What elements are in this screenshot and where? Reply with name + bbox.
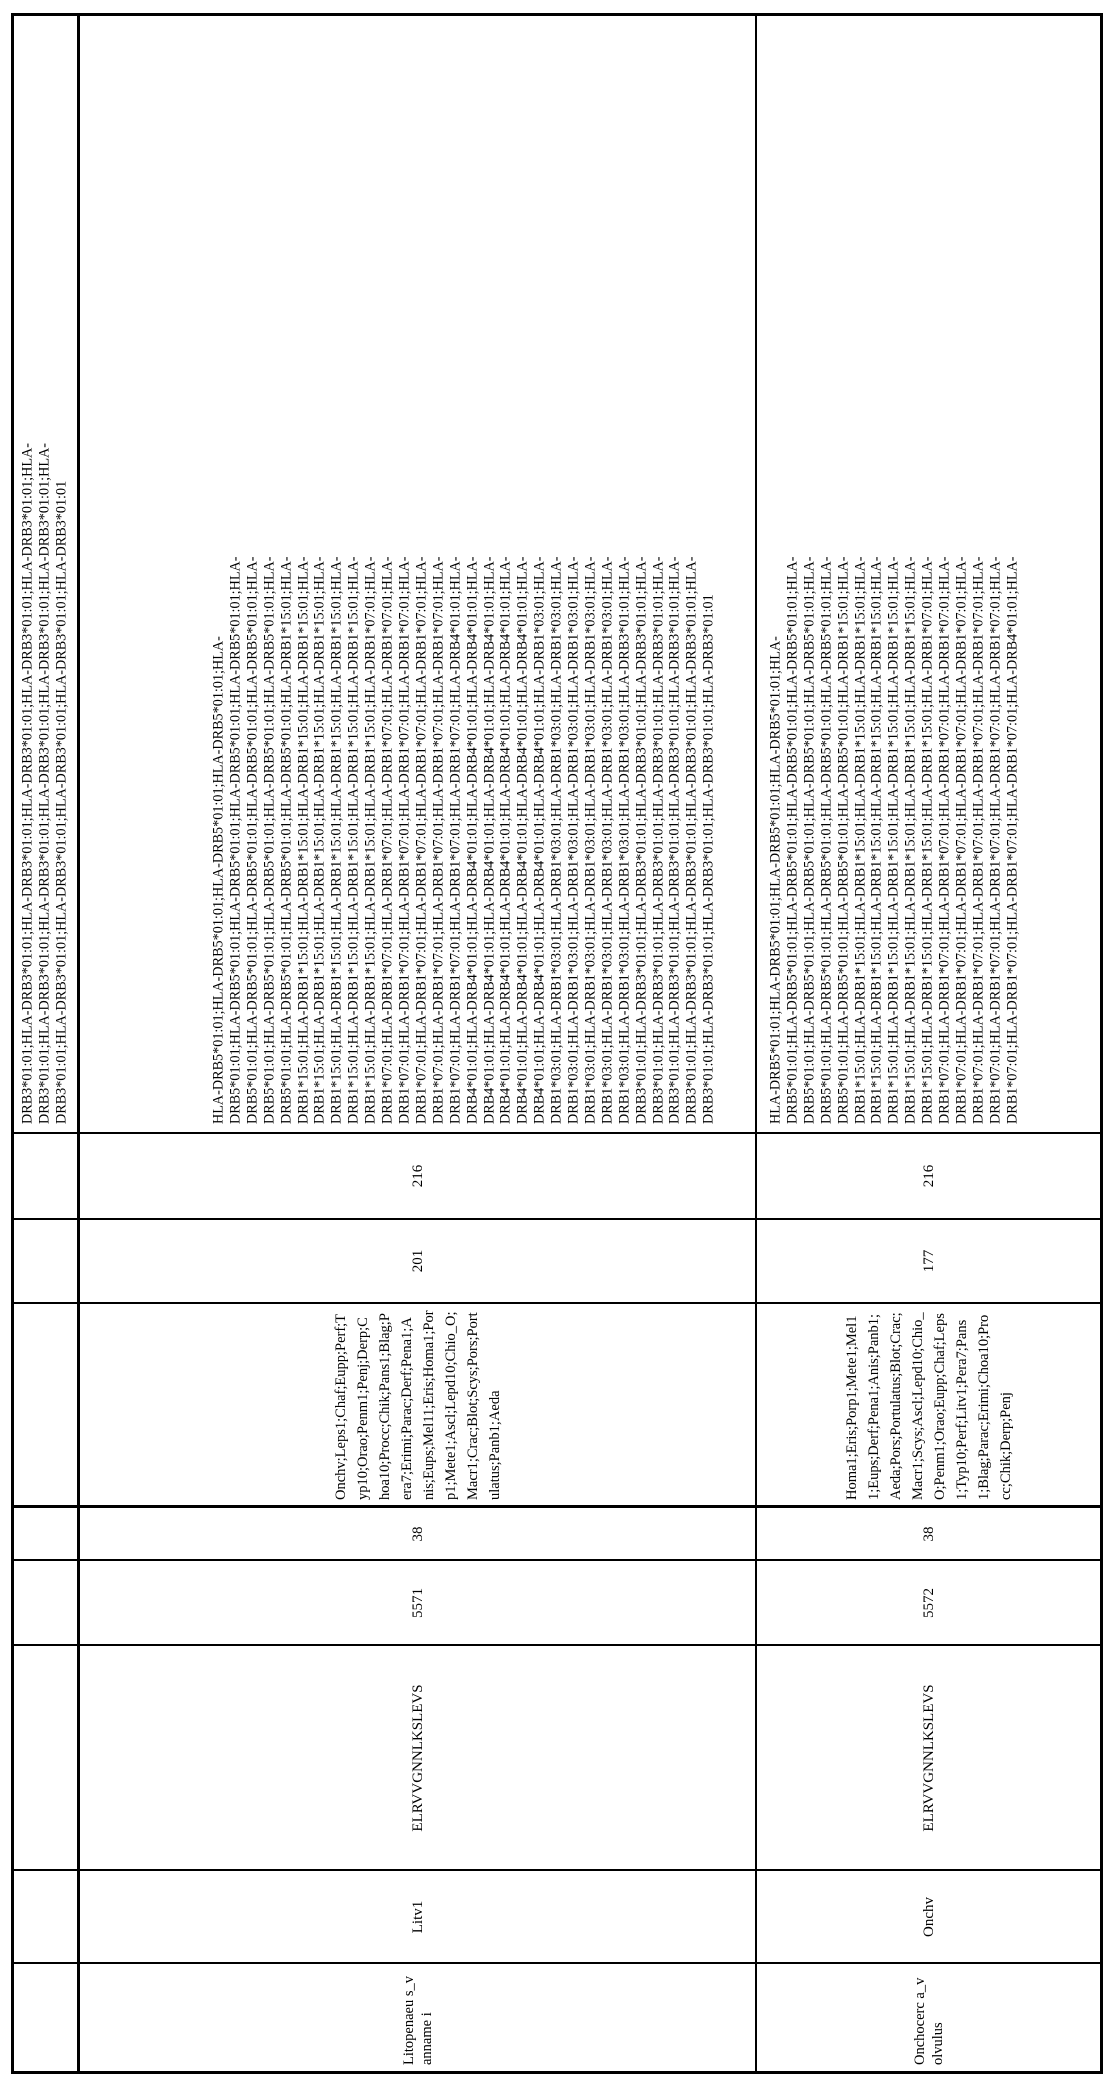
litopenaeus-peptide: ELRVVGNNLKSLEVS — [409, 1683, 426, 1832]
onchocerca-cross-reactive-cell — [757, 1304, 1100, 1505]
litopenaeus-hla-text: HLA-DRB5*01:01;HLA-DRB5*01:01;HLA-DRB5*01:01;HLA-DRB5*01:01;HLA- DRB5*01:01;HLA-DRB5*01:01;HLA-DRB5*01:01;HLA-DRB5*01:01;HLA-DRB5*01:01;HLA- DRB5*01:01;HLA-DRB5*01:01;HLA-DRB5*01:01;HLA-DRB5*01:01;HLA-DRB5*01:01;HLA- DRB5*01:01;HLA-DRB5*01:01;HLA-DRB5*01:01;HLA-DRB5*01:01;HLA-DRB5*01:01;HLA- DRB5*01:01;HLA-DRB5*01:01;HLA-DRB5*01:01;HLA-DRB5*01:01;HLA-DRB1*15:01;HLA- DRB1*15:01;HLA-DRB1*15:01;HLA-DRB1*15:01;HLA-DRB1*15:01;HLA-DRB1*15:01;HLA- DRB1*15:01;HLA-DRB1*15:01;HLA-DRB1*15:01;HLA-DRB1*15:01;HLA-DRB1*15:01;HLA- DRB1*15:01;HLA-DRB1*15:01;HLA-DRB1*15:01;HLA-DRB1*15:01;HLA-DRB1*15:01;HLA- DRB1*15:01;HLA-DRB1*15:01;HLA-DRB1*15:01;HLA-DRB1*15:01;HLA-DRB1*15:01;HLA- DRB1*15:01;HLA-DRB1*15:01;HLA-DRB1*15:01;HLA-DRB1*15:01;HLA-DRB1*07:01;HLA- DRB1*07:01;HLA-DRB1*07:01;HLA-DRB1*07:01;HLA-DRB1*07:01;HLA-DRB1*07:01;HLA- DRB1*07:01;HLA-DRB1*07:01;HLA-DRB1*07:01;HLA-DRB1*07:01;HLA-DRB1*07:01;HLA- DRB1*07:01;HLA-DRB1*07:01;HLA-DRB1*07:01;HLA-DRB1*07:01;HLA-DRB1*07:01;HLA- DRB1*07:01;HLA-DRB1*07:01;HLA-DRB1*07:01;HLA-DRB1*07:01;HLA-DRB1*07:01;HLA- DRB1*07:01;HLA-DRB1*07:01;HLA-DRB1*07:01;HLA-DRB1*07:01;HLA-DRB4*01:01;HLA- DRB4*01:01;HLA-DRB4*01:01;HLA-DRB4*01:01;HLA-DRB4*01:01;HLA-DRB4*01:01;HLA- DRB4*01:01;HLA-DRB4*01:01;HLA-DRB4*01:01;HLA-DRB4*01:01;HLA-DRB4*01:01;HLA- DRB4*01:01;HLA-DRB4*01:01;HLA-DRB4*01:01;HLA-DRB4*01:01;HLA-DRB4*01:01;HLA- DRB4*01:01;HLA-DRB4*01:01;HLA-DRB4*01:01;HLA-DRB4*01:01;HLA-DRB4*01:01;HLA- DRB4*01:01;HLA-DRB4*01:01;HLA-DRB4*01:01;HLA-DRB4*01:01;HLA-DRB1*03:01;HLA- DRB1*03:01;HLA-DRB1*03:01;HLA-DRB1*03:01;HLA-DRB1*03:01;HLA-DRB1*03:01;HLA- DRB1*03:01;HLA-DRB1*03:01;HLA-DRB1*03:01;HLA-DRB1*03:01;HLA-DRB1*03:01;HLA- DRB1*03:01;HLA-DRB1*03:01;HLA-DRB1*03:01;HLA-DRB1*03:01;HLA-DRB1*03:01;HLA- DRB1*03:01;HLA-DRB1*03:01;HLA-DRB1*03:01;HLA-DRB1*03:01;HLA-DRB1*03:01;HLA- DRB1*03:01;HLA-DRB1*03:01;HLA-DRB1*03:01;HLA-DRB1*03:01;HLA-DRB3*01:01;HLA- DRB3*01:01;HLA-DRB3*01:01;HLA-DRB3*01:01;HLA-DRB3*01:01;HLA-DRB3*01:01;HLA- DRB3*01:01;HLA-DRB3*01:01;HLA-DRB3*01:01;HLA-DRB3*01:01;HLA-DRB3*01:01;HLA- DRB3*01:01;HLA-DRB3*01:01;HLA-DRB3*01:01;HLA-DRB3*01:01;HLA-DRB3*01:01;HLA- DRB3*01:01;HLA-DRB3*01:01;HLA-DRB3*01:01;HLA-DRB3*01:01;HLA-DRB3*01:01;HLA- DRB3*01:01;HLA-DRB3*01:01;HLA-DRB3*01:01;HLA-DRB3*01:01;HLA-DRB3*01:01 — [210, 556, 717, 1124]
litopenaeus-allergen-cell — [80, 1871, 755, 1962]
onchocerca-hla-text: HLA-DRB5*01:01;HLA-DRB5*01:01;HLA-DRB5*01:01;HLA-DRB5*01:01;HLA- DRB5*01:01;HLA-DRB5*01:01;HLA-DRB5*01:01;HLA-DRB5*01:01;HLA-DRB5*01:01;HLA- DRB5*01:01;HLA-DRB5*01:01;HLA-DRB5*01:01;HLA-DRB5*01:01;HLA-DRB5*01:01;HLA- DRB5*01:01;HLA-DRB5*01:01;HLA-DRB5*01:01;HLA-DRB5*01:01;HLA-DRB5*01:01;HLA- DRB5*01:01;HLA-DRB5*01:01;HLA-DRB5*01:01;HLA-DRB5*01:01;HLA-DRB1*15:01;HLA- DRB1*15:01;HLA-DRB1*15:01;HLA-DRB1*15:01;HLA-DRB1*15:01;HLA-DRB1*15:01;HLA- DRB1*15:01;HLA-DRB1*15:01;HLA-DRB1*15:01;HLA-DRB1*15:01;HLA-DRB1*15:01;HLA- DRB1*15:01;HLA-DRB1*15:01;HLA-DRB1*15:01;HLA-DRB1*15:01;HLA-DRB1*15:01;HLA- DRB1*15:01;HLA-DRB1*15:01;HLA-DRB1*15:01;HLA-DRB1*15:01;HLA-DRB1*15:01;HLA- DRB1*15:01;HLA-DRB1*15:01;HLA-DRB1*15:01;HLA-DRB1*15:01;HLA-DRB1*07:01;HLA- DRB1*07:01;HLA-DRB1*07:01;HLA-DRB1*07:01;HLA-DRB1*07:01;HLA-DRB1*07:01;HLA- DRB1*07:01;HLA-DRB1*07:01;HLA-DRB1*07:01;HLA-DRB1*07:01;HLA-DRB1*07:01;HLA- DRB1*07:01;HLA-DRB1*07:01;HLA-DRB1*07:01;HLA-DRB1*07:01;HLA-DRB1*07:01;HLA- DRB1*07:01;HLA-DRB1*07:01;HLA-DRB1*07:01;HLA-DRB1*07:01;HLA-DRB1*07:01;HLA- DRB1*07:01;HLA-DRB1*07:01;HLA-DRB1*07:01;HLA-DRB1*07:01;HLA-DRB4*01:01;HLA- — [767, 556, 1020, 1124]
continuation-hla-text: DRB3*01:01;HLA-DRB3*01:01;HLA-DRB3*01:01;HLA-DRB3*01:01;HLA-DRB3*01:01;HLA-DRB3*01:01;HLA- DRB3*01:01;HLA-DRB3*01:01;HLA-DRB3*01:01;HLA-DRB3*01:01;HLA-DRB3*01:01;HLA-DRB3*01:01;HLA- DRB3*01:01;HLA-DRB3*01:01;HLA-DRB3*01:01;HLA-DRB3*01:01;HLA-DRB3*01:01;HLA-DRB3*01:01 — [19, 443, 69, 1124]
onchocerca-start-cell — [757, 1561, 1100, 1644]
onchocerca-allergen: Onchv — [920, 1896, 937, 1937]
onchocerca-cross-reactive: Homa1;Eris;Porp1;Mete1;Mel11;Eups;Derf;Pena1;Anis;Panb1;Aeda;Pors;Portulatus;Blot;Crac;Macr1;Scys;Ascl;Lepd10;Chio_O;Penm1;Orao;Eupp;Chaf;Leps1;Typ10;Perf;Litv1;Pera7;Pans1;Blag;Parac;Erimi;Choa10;Procc;Chik;Derp;Penj — [843, 1311, 1014, 1500]
onchocerca-species: Onchocerc a_volvulus — [911, 1977, 946, 2065]
litopenaeus-count-a: 201 — [409, 1249, 426, 1273]
continuation-hla-cell — [14, 16, 77, 1132]
litopenaeus-cross-reactive: Onchv;Leps1;Chaf;Eupp;Perf;Typ10;Orao;Penm1;Penj;Derp;Choa10;Procc;Chik;Pans1;Blag;Pera7;Erimi;Parac;Derf;Pena1;Anis;Eups;Mel11;Eris;Homa1;Porp1;Mete1;Ascl;Lepd10;Chio_O;Macr1;Crac;Blot;Scys;Pors;Portulatus;Panb1;Aeda — [332, 1309, 503, 1500]
litopenaeus-length-cell — [80, 1508, 755, 1559]
litopenaeus-count-a-cell — [80, 1220, 755, 1302]
allergen-epitope-table — [11, 13, 1103, 2074]
litopenaeus-start-cell — [80, 1561, 755, 1644]
litopenaeus-hla-cell — [80, 16, 755, 1132]
onchocerca-count-b: 216 — [920, 1164, 937, 1188]
onchocerca-peptide-cell — [757, 1646, 1100, 1869]
litopenaeus-species: Litopenaeu s_vanname i — [400, 1976, 435, 2065]
litopenaeus-count-b: 216 — [409, 1164, 426, 1188]
onchocerca-allergen-cell — [757, 1871, 1100, 1962]
onchocerca-count-a-cell — [757, 1220, 1100, 1302]
litopenaeus-peptide-cell — [80, 1646, 755, 1869]
onchocerca-hla-cell — [757, 16, 1100, 1132]
litopenaeus-cross-reactive-cell — [80, 1304, 755, 1505]
onchocerca-length: 38 — [920, 1526, 937, 1541]
onchocerca-start: 5572 — [920, 1587, 937, 1618]
onchocerca-count-a: 177 — [920, 1249, 937, 1273]
litopenaeus-species-cell — [80, 1964, 755, 2074]
litopenaeus-count-b-cell — [80, 1134, 755, 1218]
onchocerca-length-cell — [757, 1508, 1100, 1559]
litopenaeus-start: 5571 — [409, 1587, 426, 1618]
onchocerca-species-cell — [757, 1964, 1100, 2074]
litopenaeus-allergen: Litv1 — [409, 1900, 426, 1933]
litopenaeus-length: 38 — [409, 1526, 426, 1541]
onchocerca-peptide: ELRVVGNNLKSLEVS — [920, 1683, 937, 1832]
onchocerca-count-b-cell — [757, 1134, 1100, 1218]
